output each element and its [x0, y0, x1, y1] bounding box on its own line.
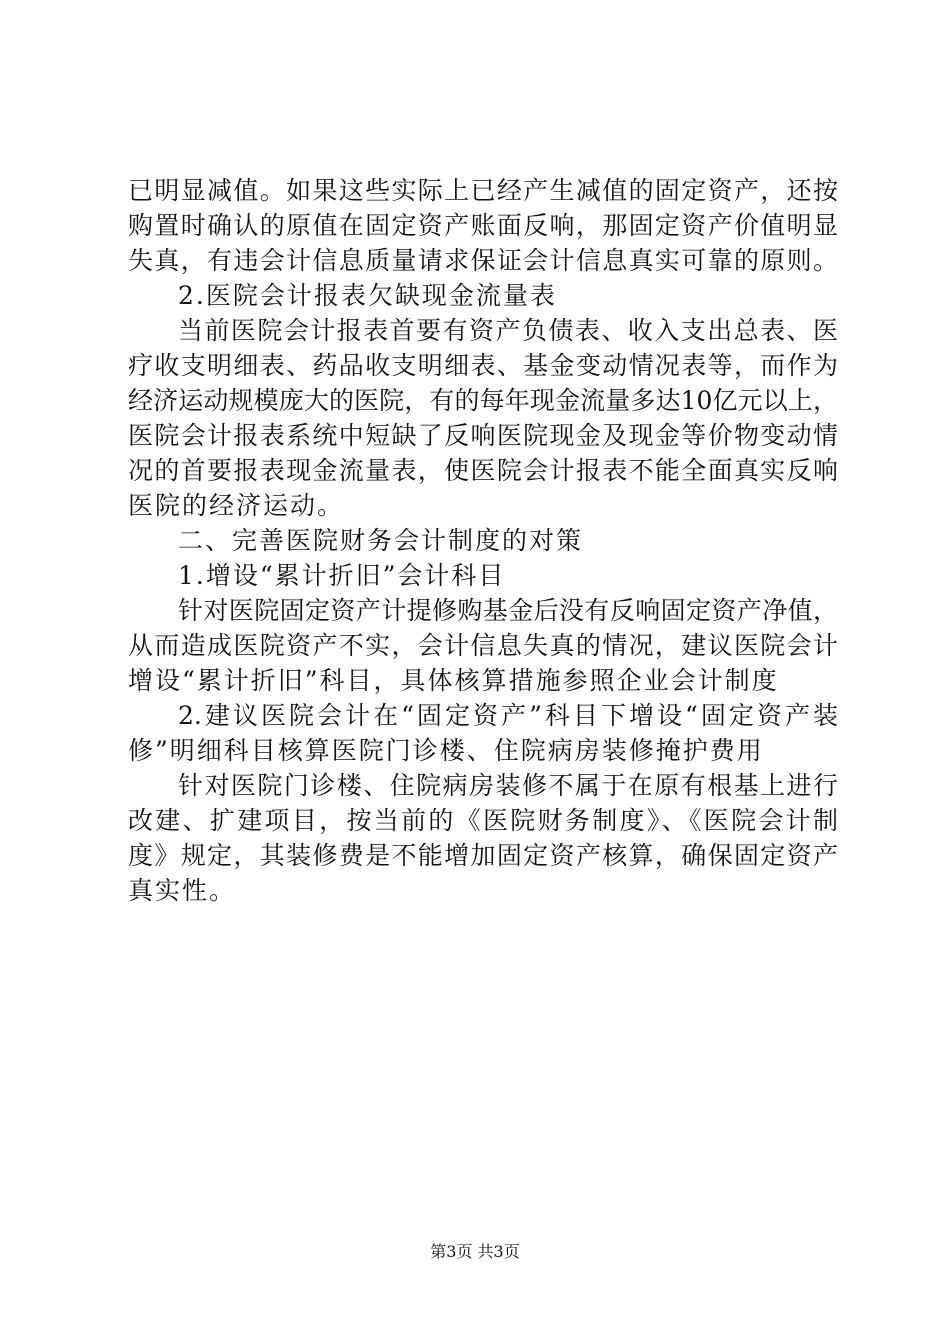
section-heading: 二、完善医院财务会计制度的对策 [178, 526, 584, 555]
text-line: 针对医院门诊楼、住院病房装修不属于在原有根基上进行 [178, 771, 838, 800]
text-line: 改建、扩建项目，按当前的《医院财务制度》、《医院会计制 [128, 806, 838, 835]
text-line: 失真，有违会计信息质量请求保证会计信息真实可靠的原则。 [128, 246, 838, 275]
text-line: 经济运动规模庞大的医院，有的每年现金流量多达10亿元以上， [128, 386, 838, 415]
text-line: 医院会计报表系统中短缺了反响医院现金及现金等价物变动情 [128, 421, 838, 450]
section-heading: 修”明细科目核算医院门诊楼、住院病房装修掩护费用 [128, 736, 764, 765]
text-line: 当前医院会计报表首要有资产负债表、收入支出总表、医 [178, 316, 838, 345]
section-heading: 2.建议医院会计在“固定资产”科目下增设“固定资产装 [178, 701, 838, 730]
text-line: 医院的经济运动。 [128, 491, 345, 520]
text-line: 况的首要报表现金流量表，使医院会计报表不能全面真实反响 [128, 456, 838, 485]
text-line: 疗收支明细表、药品收支明细表、基金变动情况表等，而作为 [128, 351, 838, 380]
text-line: 增设“累计折旧”科目，具体核算措施参照企业会计制度 [128, 666, 779, 695]
text-line: 购置时确认的原值在固定资产账面反响，那固定资产价值明显 [128, 211, 838, 240]
section-heading: 1.增设“累计折旧”会计科目 [178, 561, 506, 590]
page-number-footer: 第3页 共3页 [430, 1242, 520, 1261]
text-line: 从而造成医院资产不实，会计信息失真的情况，建议医院会计 [128, 631, 838, 660]
text-line: 度》规定，其装修费是不能增加固定资产核算，确保固定资产 [128, 841, 838, 870]
text-line: 已明显减值。如果这些实际上已经产生减值的固定资产，还按 [128, 176, 838, 205]
text-line: 针对医院固定资产计提修购基金后没有反响固定资产净值， [178, 596, 838, 625]
document-body [128, 173, 838, 908]
section-heading: 2.医院会计报表欠缺现金流量表 [178, 281, 557, 310]
text-line: 真实性。 [128, 876, 237, 905]
